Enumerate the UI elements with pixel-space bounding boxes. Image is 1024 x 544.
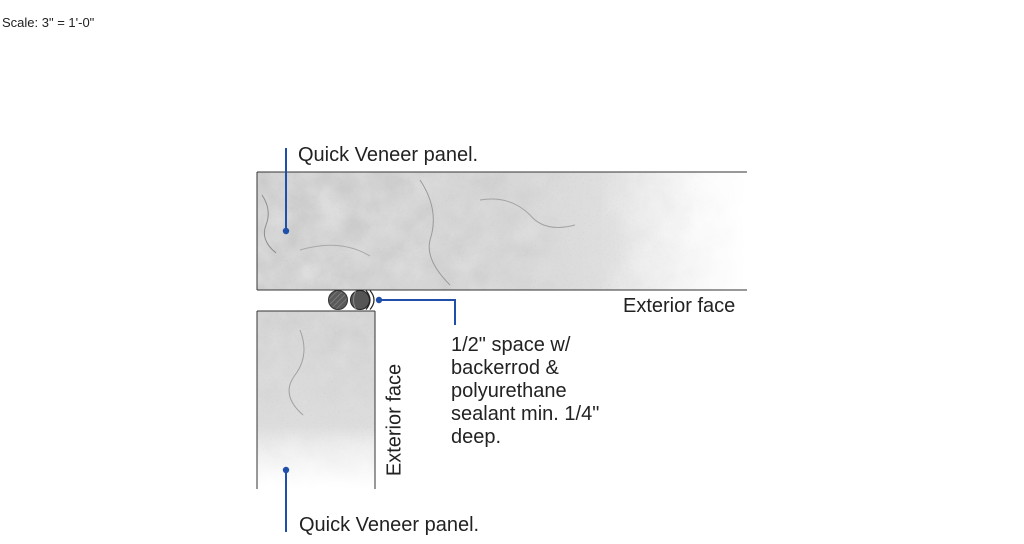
joint-note-line: sealant min. 1/4" [451, 403, 600, 425]
leader-joint-dot [376, 297, 382, 303]
leader-bottom-dot [283, 467, 289, 473]
top-panel [257, 172, 747, 290]
joint-note-line: 1/2" space w/ [451, 334, 571, 356]
leader-top-dot [283, 228, 289, 234]
exterior-face-vertical-label: Exterior face [383, 363, 406, 477]
exterior-face-horizontal-label: Exterior face [623, 295, 736, 317]
top-panel-label: Quick Veneer panel. [298, 144, 479, 166]
joint-note-line: deep. [451, 426, 502, 448]
bottom-panel-label: Quick Veneer panel. [299, 514, 480, 536]
leader-joint [379, 300, 455, 325]
joint-note-line: backerrod & [451, 357, 559, 379]
joint-note [451, 334, 599, 449]
bottom-panel [257, 311, 375, 489]
scale-note: Scale: 3" = 1'-0" [2, 15, 95, 30]
backerrod-sealant [329, 291, 375, 310]
joint-note-line: polyurethane [451, 380, 567, 402]
